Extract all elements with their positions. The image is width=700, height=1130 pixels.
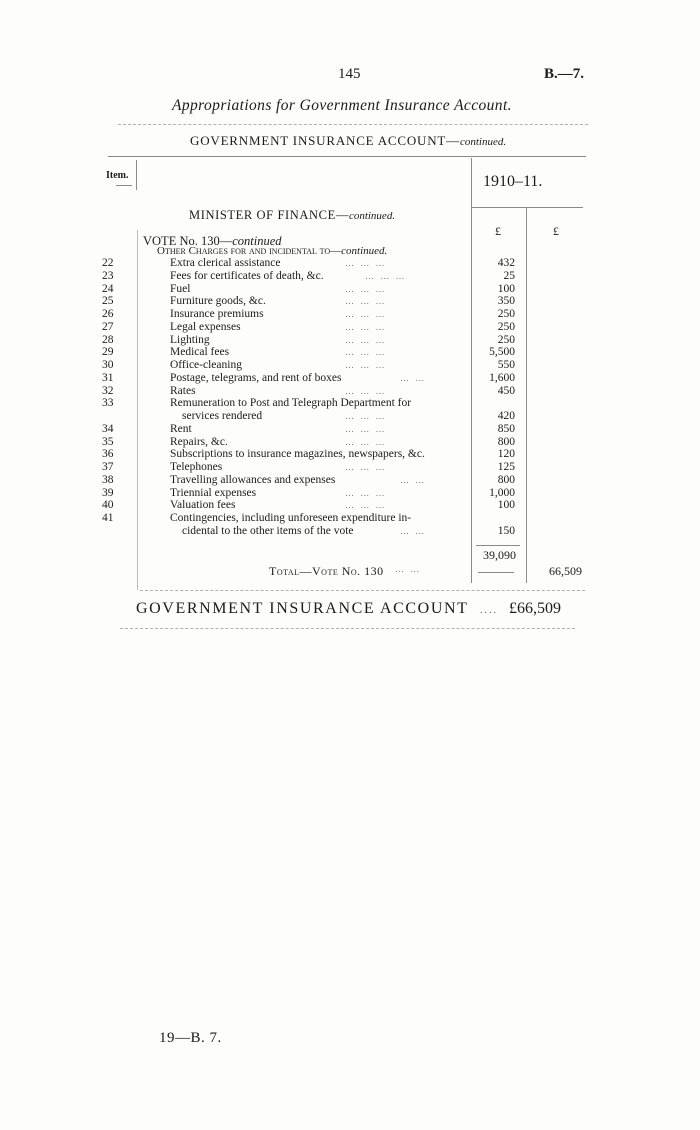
item-number: 29 xyxy=(102,346,114,359)
item-number: 23 xyxy=(102,269,114,282)
account-label: GOVERNMENT INSURANCE ACCOUNT xyxy=(136,600,469,617)
item-amount: 100 xyxy=(497,499,515,512)
item-number: 28 xyxy=(102,333,114,346)
item-amount: 100 xyxy=(497,282,515,295)
leader-dots: … … … xyxy=(365,270,407,281)
account-leader-dots: .... xyxy=(480,605,498,616)
item-amount: 25 xyxy=(503,269,515,282)
ministry-heading-cont: continued. xyxy=(348,210,396,222)
footer-rule xyxy=(120,628,575,629)
item-header-rule xyxy=(116,185,132,186)
item-amount: 432 xyxy=(497,257,515,269)
item-number: 40 xyxy=(102,499,114,512)
item-amount: 350 xyxy=(497,295,515,308)
item-description: Rent xyxy=(170,422,192,435)
leader-dots: … … … xyxy=(345,487,387,498)
page-signature: 19—B. 7. xyxy=(159,1030,222,1046)
leader-dots: … … … xyxy=(345,309,387,319)
item-number: 30 xyxy=(102,359,114,371)
item-number: 37 xyxy=(102,461,114,473)
leader-dots: … … … xyxy=(345,360,387,370)
item-amount: 420 xyxy=(497,410,515,422)
item-description: Extra clerical assistance xyxy=(170,257,281,269)
item-description: Fuel xyxy=(170,282,191,295)
table-row xyxy=(100,283,600,296)
table-row xyxy=(100,499,600,512)
subhead-heading-main: Other Charges for and incidental to— xyxy=(157,245,342,257)
item-amount: 250 xyxy=(497,308,515,320)
item-amount: 125 xyxy=(497,461,515,473)
account-total: £66,509 xyxy=(509,600,561,617)
item-number: 26 xyxy=(102,308,114,320)
table-row xyxy=(100,487,600,500)
leader-dots: … … … xyxy=(345,258,387,268)
item-column-header: Item. xyxy=(106,170,129,181)
title-rule xyxy=(118,124,588,125)
item-number: 41 xyxy=(102,512,114,524)
table-row xyxy=(100,474,600,487)
item-description: services rendered xyxy=(182,410,263,422)
item-amount: 450 xyxy=(497,384,515,397)
table-row xyxy=(100,359,600,372)
item-description: Repairs, &c. xyxy=(170,435,228,448)
item-description: Travelling allowances and expenses xyxy=(170,473,336,486)
subhead-heading-cont: continued. xyxy=(341,245,388,257)
year-header-rule xyxy=(471,207,583,208)
table-row xyxy=(100,295,600,308)
item-amount: 250 xyxy=(497,320,515,333)
item-description: Subscriptions to insurance magazines, newspapers, &c. xyxy=(170,448,425,461)
table-row xyxy=(100,410,600,423)
item-number: 35 xyxy=(102,435,114,448)
table-row xyxy=(100,525,600,538)
item-amount: 850 xyxy=(497,422,515,435)
vote-heading-cont: continued xyxy=(232,234,282,248)
table-row xyxy=(100,512,600,525)
leader-dots: … … xyxy=(400,525,427,536)
item-number: 34 xyxy=(102,422,114,435)
table-row xyxy=(100,308,600,321)
item-number: 31 xyxy=(102,371,114,384)
leader-dots: … … … xyxy=(345,283,387,294)
table-bottom-rule xyxy=(140,590,585,591)
item-amount: 120 xyxy=(497,448,515,461)
item-number: 24 xyxy=(102,282,114,295)
table-row xyxy=(100,346,600,359)
ministry-heading-main: MINISTER OF FINANCE— xyxy=(189,208,349,222)
item-description: Legal expenses xyxy=(170,320,241,333)
total-leader-dots: … … xyxy=(395,564,422,574)
table-row xyxy=(100,397,600,410)
item-description: Remuneration to Post and Telegraph Department for xyxy=(170,397,412,410)
section-title xyxy=(190,133,506,149)
table-top-rule xyxy=(108,156,586,157)
section-title-main: GOVERNMENT INSURANCE ACCOUNT— xyxy=(190,133,460,148)
table-row xyxy=(100,372,600,385)
item-col-divider xyxy=(136,160,137,190)
item-number: 36 xyxy=(102,448,114,461)
ministry-heading xyxy=(189,208,395,223)
table-row xyxy=(100,436,600,449)
leader-dots: … … xyxy=(400,372,427,383)
table-row xyxy=(100,423,600,436)
item-amount: 1,000 xyxy=(489,486,515,499)
leader-dots: … … … xyxy=(345,436,387,447)
total-label: Total—Vote No. 130 xyxy=(269,564,384,578)
subtotal-amount: 39,090 xyxy=(483,548,516,562)
item-description: Telephones xyxy=(170,461,223,473)
item-number: 27 xyxy=(102,320,114,333)
total-dash xyxy=(478,572,514,573)
table-row xyxy=(100,270,600,283)
subtotal-rule xyxy=(476,545,520,546)
section-title-cont: continued. xyxy=(459,136,507,148)
item-description: cidental to the other items of the vote xyxy=(182,524,354,537)
leader-dots: … … … xyxy=(345,334,387,345)
table-row xyxy=(100,257,600,270)
item-number: 38 xyxy=(102,473,114,486)
report-code: B.—7. xyxy=(544,66,585,82)
item-number: 22 xyxy=(102,257,114,269)
item-number: 39 xyxy=(102,486,114,499)
item-number: 33 xyxy=(102,397,114,410)
leader-dots: … … … xyxy=(345,500,387,511)
item-description: Fees for certificates of death, &c. xyxy=(170,269,324,282)
item-number: 25 xyxy=(102,295,114,308)
page-title: Appropriations for Government Insurance Account. xyxy=(172,97,512,114)
currency-symbol-col1: £ xyxy=(495,224,501,238)
item-description: Contingencies, including unforeseen expenditure in- xyxy=(170,512,412,524)
leader-dots: … … … xyxy=(345,462,387,472)
leader-dots: … … … xyxy=(345,423,387,434)
page-number: 145 xyxy=(338,66,361,82)
vote-heading-main: VOTE No. 130— xyxy=(143,234,233,248)
currency-symbol-col2: £ xyxy=(553,224,559,238)
item-description: Triennial expenses xyxy=(170,486,257,499)
item-number: 32 xyxy=(102,384,114,397)
item-description: Office-cleaning xyxy=(170,359,242,371)
item-description: Furniture goods, &c. xyxy=(170,295,266,308)
table-row xyxy=(100,321,600,334)
item-amount: 800 xyxy=(497,473,515,486)
item-description: Medical fees xyxy=(170,346,230,359)
table-row xyxy=(100,461,600,474)
item-amount: 550 xyxy=(497,359,515,371)
leader-dots: … … xyxy=(400,474,427,485)
leader-dots: … … … xyxy=(345,385,387,396)
table-row xyxy=(100,448,600,461)
table-row xyxy=(100,385,600,398)
total-amount: 66,509 xyxy=(549,564,582,578)
items-table xyxy=(100,257,600,538)
year-header: 1910–11. xyxy=(483,173,543,190)
item-amount: 1,600 xyxy=(489,371,515,384)
item-description: Rates xyxy=(170,384,196,397)
leader-dots: … … … xyxy=(345,321,387,332)
item-description: Lighting xyxy=(170,333,210,346)
item-amount: 250 xyxy=(497,333,515,346)
subhead-heading xyxy=(157,245,387,257)
leader-dots: … … … xyxy=(345,411,387,421)
leader-dots: … … … xyxy=(345,296,387,307)
item-description: Postage, telegrams, and rent of boxes xyxy=(170,371,342,384)
leader-dots: … … … xyxy=(345,347,387,358)
item-amount: 5,500 xyxy=(489,346,515,359)
item-description: Valuation fees xyxy=(170,499,236,512)
item-description: Insurance premiums xyxy=(170,308,264,320)
table-row xyxy=(100,334,600,347)
item-amount: 150 xyxy=(497,524,515,537)
item-amount: 800 xyxy=(497,435,515,448)
